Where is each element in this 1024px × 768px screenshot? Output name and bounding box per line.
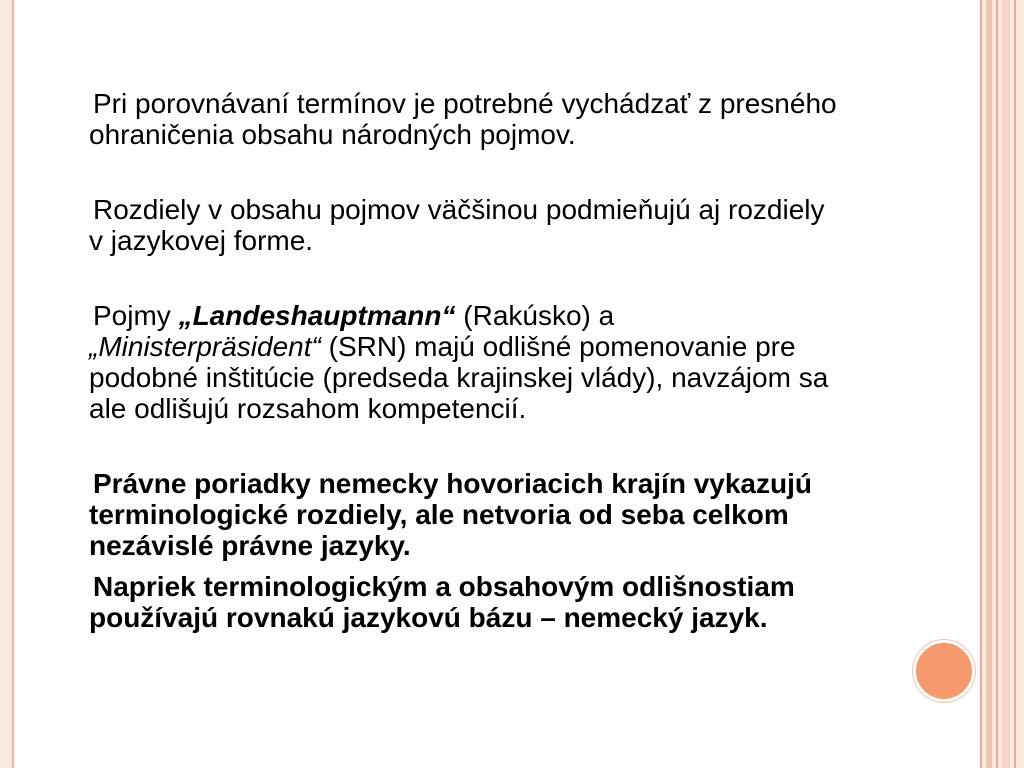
frame-stripe (986, 0, 992, 768)
term-ministerpraesident: „Ministerpräsident“ (89, 331, 321, 362)
frame-stripe (996, 0, 998, 768)
paragraph-2: Rozdiely v obsahu pojmov väčšinou podmieňujú aj rozdiely v jazykovej forme. (89, 194, 825, 256)
paragraph-3-text: (Rakúsko) a (455, 300, 615, 331)
paragraph-3-text: (SRN) majú odlišné pomenovanie pre podobné inštitúcie (predseda krajinskej vlády), navzájom sa ale odlišujú rozsahom kompetencií. (89, 331, 829, 424)
paragraph-3 (89, 300, 839, 424)
paragraph-1: Pri porovnávaní termínov je potrebné vychádzať z presného ohraničenia obsahu národných pojmov. (89, 88, 837, 150)
paragraph-5: Napriek terminologickým a obsahovým odlišnostiam používajú rovnakú jazykovú bázu – nemecký jazyk. (89, 571, 795, 633)
slide-body (89, 88, 839, 633)
frame-stripe (980, 0, 982, 768)
frame-stripe (1002, 0, 1010, 768)
frame-stripe (1014, 0, 1016, 768)
paragraph-3-text: Pojmy (93, 300, 179, 331)
left-frame-border (0, 0, 14, 768)
decorative-circle (913, 640, 975, 702)
term-landeshauptmann: „Landeshauptmann“ (178, 300, 456, 331)
paragraph-4: Právne poriadky nemecky hovoriacich krajín vykazujú terminologické rozdiely, ale netvoria od seba celkom nezávislé právne jazyky. (89, 468, 812, 561)
